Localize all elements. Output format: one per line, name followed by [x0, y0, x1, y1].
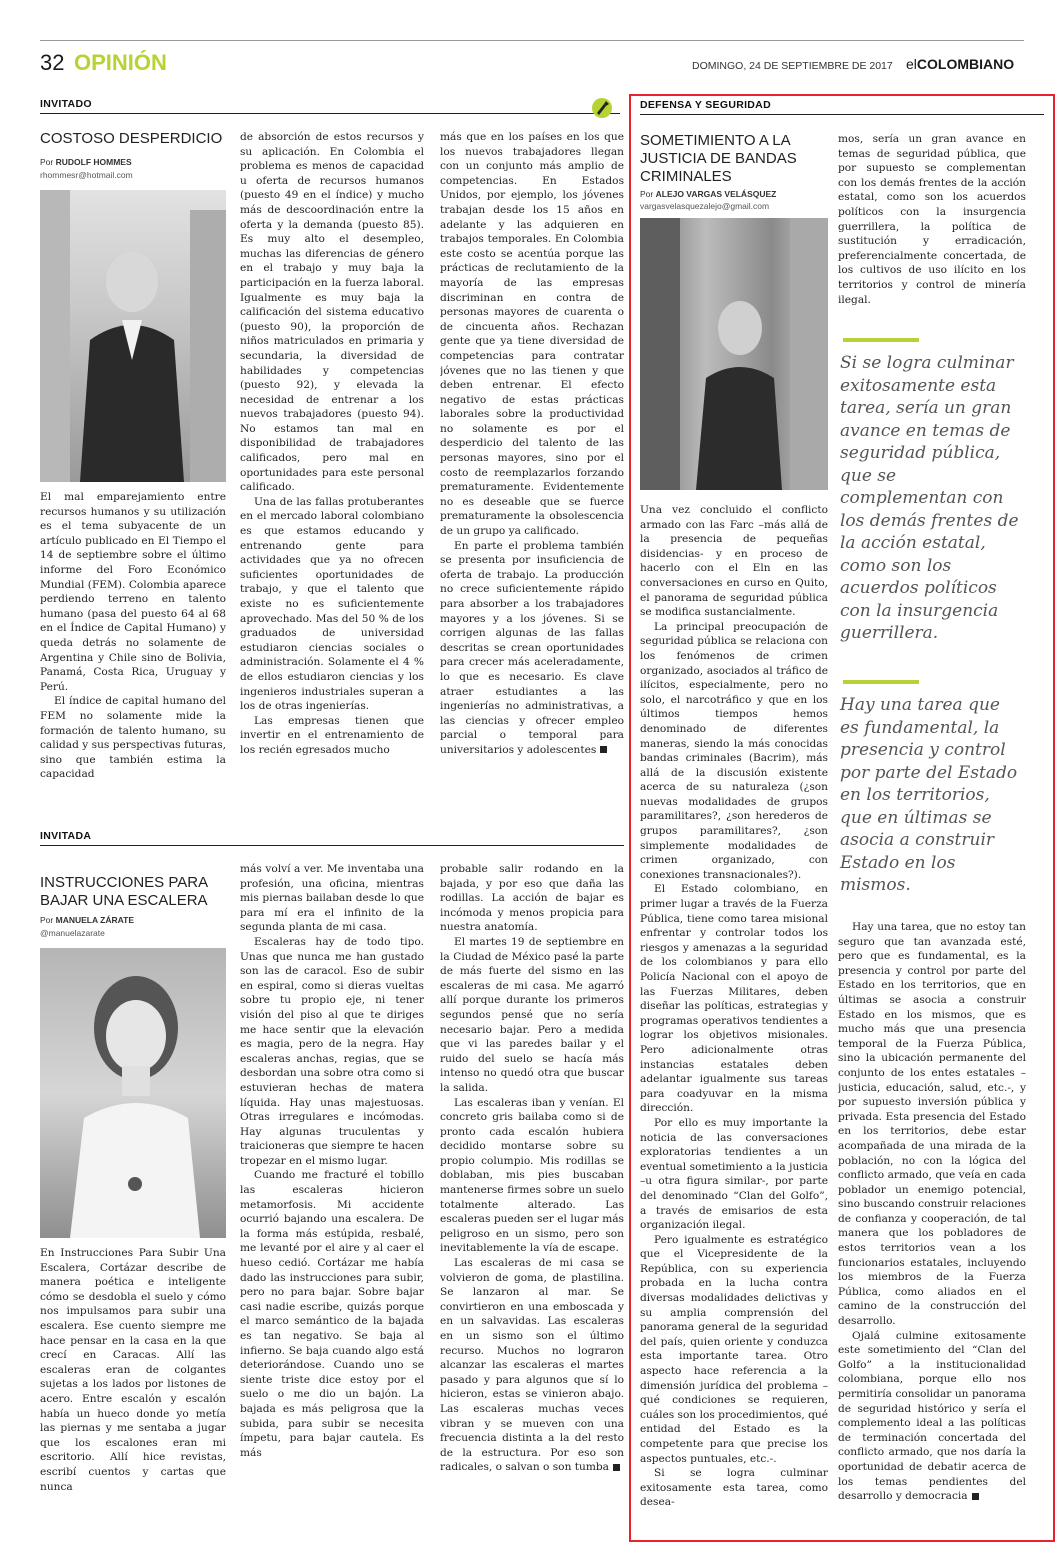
article-headline: SOMETIMIENTO A LA JUSTICIA DE BANDAS CRIMINALES — [640, 132, 797, 185]
pull-quote: Si se logra culminar exitosamente esta tarea, sería un gran avance en temas de seguridad pública, que se complementan con los demás frentes de la acción estatal, como son los acuerdos políticos con la insurgencia guerrillera. — [840, 353, 1019, 643]
author-email: rhommesr@hotmail.com — [40, 170, 133, 180]
article-kicker: DEFENSA Y SEGURIDAD — [640, 99, 1044, 115]
end-mark — [600, 746, 607, 753]
pull-quote: Hay una tarea que es fundamental, la presencia y control por parte del Estado en los territorios, que en últimas se asocia a construir Estado en los mismos. — [840, 695, 1018, 895]
author-photo — [640, 218, 828, 490]
article-column: probable salir rodando en la bajada, y por eso que daña las rodillas. La acción de bajar es incómoda y menos propicia para nuestra anatomía. El martes 19 de septiembre en la Ciudad de México pasé la parte de más fuerte del sismo en las escaleras de mi casa. Me agarró allí porque durante los primeros segundos pensé que no sería necesario bajar. Pero a medida que vi las paredes bailar y el ruido del suelo se hacía más intenso no quedó otra que buscar la salida. Las escaleras iban y venían. El concreto gris bailaba como si de pronto cada escalón hubiera decidido montarse sobre su propio columpio. Mis rodillas se doblaban, mis pies buscaban mantenerse firmes sobre un suelo totalmente alterado. Las escaleras pueden ser el lugar más peligroso en un sismo, pero son inevitablemente la vía de escape. Las escaleras de mi casa se volvieron de goma, de plastilina. Se lanzaron al mar. Se convirtieron en una emboscada y en un salvavidas. Las escaleras en un sismo son el último recurso. Muchos no lograron alcanzar las escaleras el martes pasado y para algunos que sí lo hicieron, estas se vinieron abajo. Las escaleras muchas veces vibran y se mueven con una frecuencia distinta a la del resto de la estructura. Por eso son radicales, o salvan o son tumba — [440, 863, 624, 1474]
article-column: El mal emparejamiento entre recursos humanos y su utilización es el tema subyacente de un artículo publicado en El Tiempo el 14 de septiembre sobre el último informe del Foro Económico Mundial (FEM). Colombia aparece perdiendo terreno en talento humano (pasa del puesto 64 al 68 en el Índice de Capital Humano) y queda detrás no solamente de Argentina y Chile sino de Bolivia, Panamá, Costa Rica, Uruguay y Perú. El índice de capital humano del FEM no solamente mide la formación de talento humano, su calidad y sus perspectivas futuras, sino que también estima la capacidad — [40, 491, 226, 781]
header-rule — [40, 40, 1024, 41]
newspaper-logo: elCOLOMBIANO — [906, 56, 1015, 72]
end-mark — [972, 1493, 979, 1500]
author-handle: @manuelazarate — [40, 928, 105, 938]
pen-nib-icon — [592, 98, 612, 118]
article-column: En Instrucciones Para Subir Una Escalera, Cortázar describe de manera poética e inteligente cómo se desdobla el suelo y cómo nos impulsamos para subir una escalera. Ese cuento siempre me hace pensar en la casa en la que crecí en Caracas. Allí las escaleras eran de colgantes sujetas a los lados por listones de acero. Entre escalón y escalón había un hueco donde yo metía las piernas y me sentaba a jugar que los escalones eran mi escritorio. Allí hice revistas, escribí cuentos y cartas que nunca — [40, 1247, 226, 1493]
end-mark — [613, 1464, 620, 1471]
article-column: más que en los países en los que los nuevos trabajadores llegan con un conjunto más amplio de competencias. En Estados Unidos, por ejemplo, los jóvenes trabajan desde los 15 años en adelante y las adquieren en trabajos temporales. En Colombia este costo se acentúa porque las prácticas de reclutamiento de la mayoría de las empresas discriminan en contra de personas mayores de cuarenta o de cincuenta años. Rechazan gente que ya tiene diversidad de competencias para contratar jóvenes que no las tienen y que deben entrenar. El efecto negativo de estas prácticas laborales sobre la productividad no solamente es por el desperdicio del talento de las personas mayores, sino por el costo de reemplazarlos forzando prematuramente. Evidentemente no es deseable que se fuerce prematuramente la obsolescencia de un grupo ya calificado. En parte el problema también se presenta por insuficiencia de oferta de trabajo. La producción no crece suficientemente rápido para absorber a los trabajadores mayores y a los jóvenes. Si se corrigen algunas de las fallas descritas se crean oportunidades para crecer más aceleradamente, lo que es necesario. Es clave atraer estudiantes a las ingenierías no administrativas, a las ciencias y ofrecer empleo parcial o temporal para universitarios y adolescentes — [440, 131, 624, 756]
article-headline: INSTRUCCIONES PARA BAJAR UNA ESCALERA — [40, 874, 208, 909]
article-column: mos, sería un gran avance en temas de seguridad pública, que por supuesto se complementan con los demás frentes de la acción estatal, como son los acuerdos políticos con la insurgencia guerrillera, la política de sustitución y erradicación, preferencialmente concertada, de los cultivos de uso ilícito en los territorios y control de minería ilegal. — [838, 133, 1026, 306]
article-column: Hay una tarea, que no estoy tan seguro que tan avanzada esté, pero que es fundamental, es la presencia y control por parte del Estado en los territorios, que en últimas se asocia a construir Estado en los mismos, que es mucho más que una presencia temporal de la Fuerza Pública, sino la ubicación permanente del conjunto de los entes estatales –justicia, educación, salud, etc.-, y por supuesto inversión pública y privada. Esta presencia del Estado en los territorios, debe estar acompañada de una mirada de la población, no con la lógica del conflicto armado, que veía en cada poblador un enemigo potencial, sino buscando construir relaciones de confianza y cooperación, de tal manera que los pobladores de estos territorios vean a los funcionarios estatales, incluyendo los miembros de la Fuerza Pública, como aliados en el camino de la construcción del desarrollo. Ojalá culmine exitosamente este sometimiento del “Clan del Golfo” a la institucionalidad colombiana, porque ello nos permitiría consolidar un panorama de seguridad histórico y sería el complemento ideal a las políticas de terminación concertada del conflicto armado, que nos daría la oportunidad de debatir acerca de los temas pendientes del desarrollo y democracia — [838, 921, 1026, 1503]
article-kicker: INVITADA — [40, 830, 624, 846]
pull-quote-rule — [843, 680, 919, 684]
author-email: vargasvelasquezalejo@gmail.com — [640, 201, 770, 211]
article-column: de absorción de estos recursos y su aplicación. En Colombia el problema es menos de capacidad u oferta de recursos humanos (puesto 49 en el índice) y mucho más de descoordinación entre la oferta y la demanda (puesto 85). Es muy alto el desempleo, muchas las diferencias de género en el trabajo y muy baja la participación en la fuerza laboral. Igualmente es muy baja la calificación del sistema educativo (puesto 90), la proporción de niños matriculados en primaria y secundaria, la diversidad de habilidades y competencias (puesto 92), y elevada la necesidad de entrenar a los nuevos trabajadores (puesto 94). No estamos tan mal en disponibilidad de trabajadores calificados, pero mal en oportunidades para este personal calificado. Una de las fallas protuberantes en el mercado laboral colombiano es que estamos educando y entrenando gente para actividades que ya no ofrecen suficientes oportunidades de trabajo, y que el talento que existe no es suficientemente aprovechado. Mas del 50 % de los graduados de universidad estudiaron ciencias sociales o administración. Solamente el 4 % de ellos estudiaron ciencias y los ingenieros industriales superan a los de otras ingenierías. Las empresas tienen que invertir en el entrenamiento de los recién egresados mucho — [240, 131, 424, 756]
article-kicker: INVITADO — [40, 98, 620, 114]
article-byline: Por ALEJO VARGAS VELÁSQUEZ — [640, 189, 777, 199]
page-number: 32 — [40, 50, 65, 75]
pull-quote-rule — [843, 338, 919, 342]
article-headline: COSTOSO DESPERDICIO — [40, 130, 223, 147]
article-column: Una vez concluido el conflicto armado con las Farc –más allá de la presencia de pequeñas disidencias- y en proceso de hacerlo con el Eln en las conversaciones en curso en Quito, el panorama de seguridad pública se modifica sustancialmente. La principal preocupación de seguridad pública se relaciona con los fenómenos de crimen organizado, asociados al tráfico de ilícitos, especialmente, pero no solo, el narcotráfico y que en los últimos tiempos hemos denominado de diferentes maneras, siendo la más conocidas bandas criminales (Bacrim), más allá de la discusión existente acerca de su naturaleza (¿son nuevas modalidades de grupos paramilitares?, ¿son herederos de grupos paramilitares?, ¿son simplemente modalidades de crimen organizado, con conexiones transnacionales?). El Estado colombiano, en primer lugar a través de la Fuerza Pública, tiene como tarea misional enfrentar y controlar todos los riesgos y amenazas a la seguridad de los colombianos y para ello Policía Nacional con el apoyo de las Fuerzas Militares, deben diseñar las políticas, estrategias y programas operativos tendientes a lograr los objetivos misionales. Pero adicionalmente otras instancias estatales deben adelantar igualmente sus tareas para coadyuvar en la misma dirección. Por ello es muy importante la noticia de las conversaciones exploratorias tendientes a un eventual sometimiento a la justicia –u otra figura similar-, por parte del denominado “Clan del Golfo”, a través de emisarios de esta organización ilegal. Pero igualmente es estratégico que el Vicepresidente de la República, con su experiencia probada en la lucha contra diversas modalidades delictivas y su amplia comprensión del panorama general de la seguridad del país, quien oriente y conduzca esta importante tarea. Otro aspecto hace referencia a la dimensión jurídica del problema –qué condiciones se requieren, cuáles son los procedimientos, qué entidad del Estado es la competente para que precise los aspectos puntuales, etc.-. Si se logra culminar exitosamente esta tarea, como desea- — [640, 504, 828, 1509]
article-byline: Por RUDOLF HOMMES — [40, 157, 132, 167]
article-column: más volví a ver. Me inventaba una profesión, una oficina, mientras mis piernas bailaban desde lo que para mí era el infinito de la segunda planta de mi casa. Escaleras hay de todo tipo. Unas que nunca me han gustado son las de caracol. Eso de subir en espiral, como si dieras vueltas sobre tu propio eje, ni tener visión del piso al que te diriges me hace sentir que la elevación es magia, pero de la negra. Hay escaleras anchas, regias, que se desbordan una sobre otra como si estuvieran hechas de matera líquida. Hay unas majestuosas. Otras irregulares e incómodas. Hay algunas truculentas y traicioneras que siempre te hacen tropezar en el mismo lugar. Cuando me fracturé el tobillo las escaleras hicieron metamorfosis. Mi accidente ocurrió bajando una escalera. De la forma más estúpida, resbalé, me levanté por el aire y al caer el hueso cedió. Cortázar me había dado las instrucciones para subir, pero no para bajar. Sobre bajar casi nadie escribe, quizás porque el marco semántico de la bajada es tan negativo. Se baja al infierno. Se baja cuando algo está deteriorándose. Cuando uno se siente triste dice estoy por el suelo o me dio un bajón. La bajada es más peligrosa que la subida, para subir se necesita ímpetu, para bajar cautela. Es más — [240, 863, 424, 1459]
author-photo — [40, 190, 226, 482]
section-title: OPINIÓN — [74, 50, 167, 75]
author-photo — [40, 948, 226, 1238]
issue-date: DOMINGO, 24 DE SEPTIEMBRE DE 2017 — [692, 60, 893, 72]
article-byline: Por MANUELA ZÁRATE — [40, 915, 134, 925]
